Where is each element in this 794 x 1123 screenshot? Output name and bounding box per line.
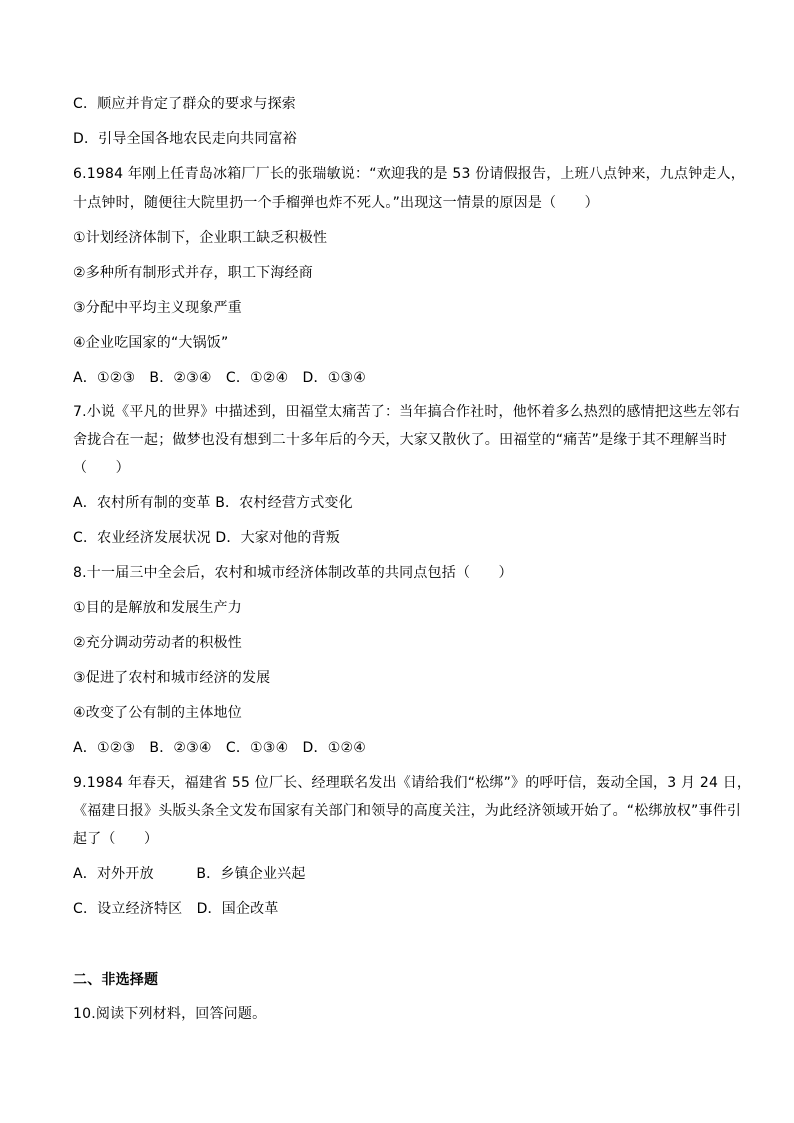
q6-statement-3: ③分配中平均主义现象严重 xyxy=(73,300,242,316)
q7-stem-line1: 7.小说《平凡的世界》中描述到，田福堂太痛苦了：当年搞合作社时，他怀着多么热烈的感情把这些左邻右 xyxy=(73,404,740,420)
q5-option-d: D．引导全国各地农民走向共同富裕 xyxy=(73,131,297,147)
q9-options-ab: A．对外开放 B．乡镇企业兴起 xyxy=(73,866,306,882)
q7-options-cd: C．农业经济发展状况 D．大家对他的背叛 xyxy=(73,530,341,546)
q8-statement-3: ③促进了农村和城市经济的发展 xyxy=(73,670,271,686)
q7-stem-line3: （ ） xyxy=(73,460,130,476)
q6-statement-2: ②多种所有制形式并存，职工下海经商 xyxy=(73,265,313,281)
q8-stem: 8.十一届三中全会后，农村和城市经济体制改革的共同点包括（ ） xyxy=(73,565,513,581)
q7-stem-line2: 舍拢合在一起；做梦也没有想到二十多年后的今天，大家又散伙了。田福堂的“痛苦”是缘于其不理解当时 xyxy=(73,432,727,448)
q9-stem-line2: 《福建日报》头版头条全文发布国家有关部门和领导的高度关注，为此经济领域开始了。“松绑放权”事件引 xyxy=(73,803,742,819)
q8-options: A．①②③ B．②③④ C．①③④ D．①②④ xyxy=(73,740,366,756)
q6-statement-4: ④企业吃国家的“大锅饭” xyxy=(73,335,229,351)
q6-stem-line1: 6.1984 年刚上任青岛冰箱厂厂长的张瑞敏说：“欢迎我的是 53 份请假报告，上班八点钟来，九点钟走人， xyxy=(73,166,746,182)
q8-statement-4: ④改变了公有制的主体地位 xyxy=(73,705,242,721)
q9-options-cd: C．设立经济特区 D．国企改革 xyxy=(73,901,279,917)
q8-statement-2: ②充分调动劳动者的积极性 xyxy=(73,635,242,651)
q6-stem-line2: 十点钟时，随便往大院里扔一个手榴弹也炸不死人。”出现这一情景的原因是（ ） xyxy=(73,195,599,211)
q9-stem-line3: 起了（ ） xyxy=(73,831,159,847)
q6-options: A．①②③ B．②③④ C．①②④ D．①③④ xyxy=(73,370,366,386)
q6-statement-1: ①计划经济体制下，企业职工缺乏积极性 xyxy=(73,230,328,246)
q5-option-c: C．顺应并肯定了群众的要求与探索 xyxy=(73,96,296,112)
section-title-non-choice: 二、非选择题 xyxy=(73,972,159,988)
q9-stem-line1: 9.1984 年春天，福建省 55 位厂长、经理联名发出《请给我们“松绑”》的呼吁信，轰动全国，3 月 24 日， xyxy=(73,775,752,791)
q8-statement-1: ①目的是解放和发展生产力 xyxy=(73,600,242,616)
q10-stem: 10.阅读下列材料，回答问题。 xyxy=(73,1006,267,1022)
q7-options-ab: A．农村所有制的变革 B．农村经营方式变化 xyxy=(73,495,353,511)
